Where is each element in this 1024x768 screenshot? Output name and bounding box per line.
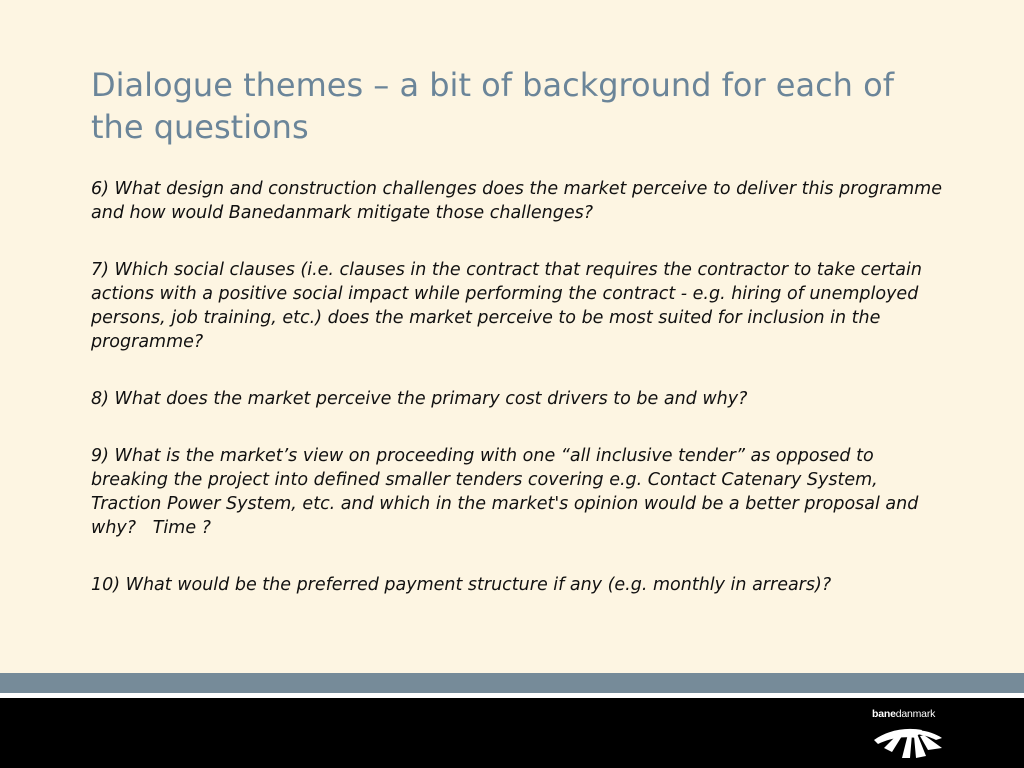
footer-stripe — [0, 673, 1024, 693]
banedanmark-logo — [868, 708, 948, 762]
question-7: 7) Which social clauses (i.e. clauses in the contract that requires the contractor to take certain actions with a positive social impact while performing the contract - e.g. hiring of unemployed persons, job training, etc.) does the market perceive to be most suited for inclusion in the programme? — [91, 260, 928, 352]
logo-wordmark-light: danmark — [895, 708, 936, 720]
logo-wordmark-bold: bane — [872, 708, 896, 720]
banedanmark-rail-logo-icon — [872, 722, 944, 760]
question-9: 9) What is the market’s view on proceeding with one “all inclusive tender” as opposed to breaking the project into defined smaller tenders covering e.g. Contact Catenary System, Traction Power System, etc. and which in the market's opinion would be a better proposal and why? Time ? — [91, 446, 924, 538]
question-list — [91, 177, 951, 630]
question-10: 10) What would be the preferred payment structure if any (e.g. monthly in arrears)? — [91, 575, 832, 595]
question-8: 8) What does the market perceive the primary cost drivers to be and why? — [91, 389, 748, 409]
question-6: 6) What design and construction challenges does the market perceive to deliver this programme and how would Banedanmark mitigate those challenges? — [91, 179, 948, 223]
slide-title: Dialogue themes – a bit of background for each of the questions — [91, 66, 894, 146]
logo-wordmark — [872, 708, 935, 720]
